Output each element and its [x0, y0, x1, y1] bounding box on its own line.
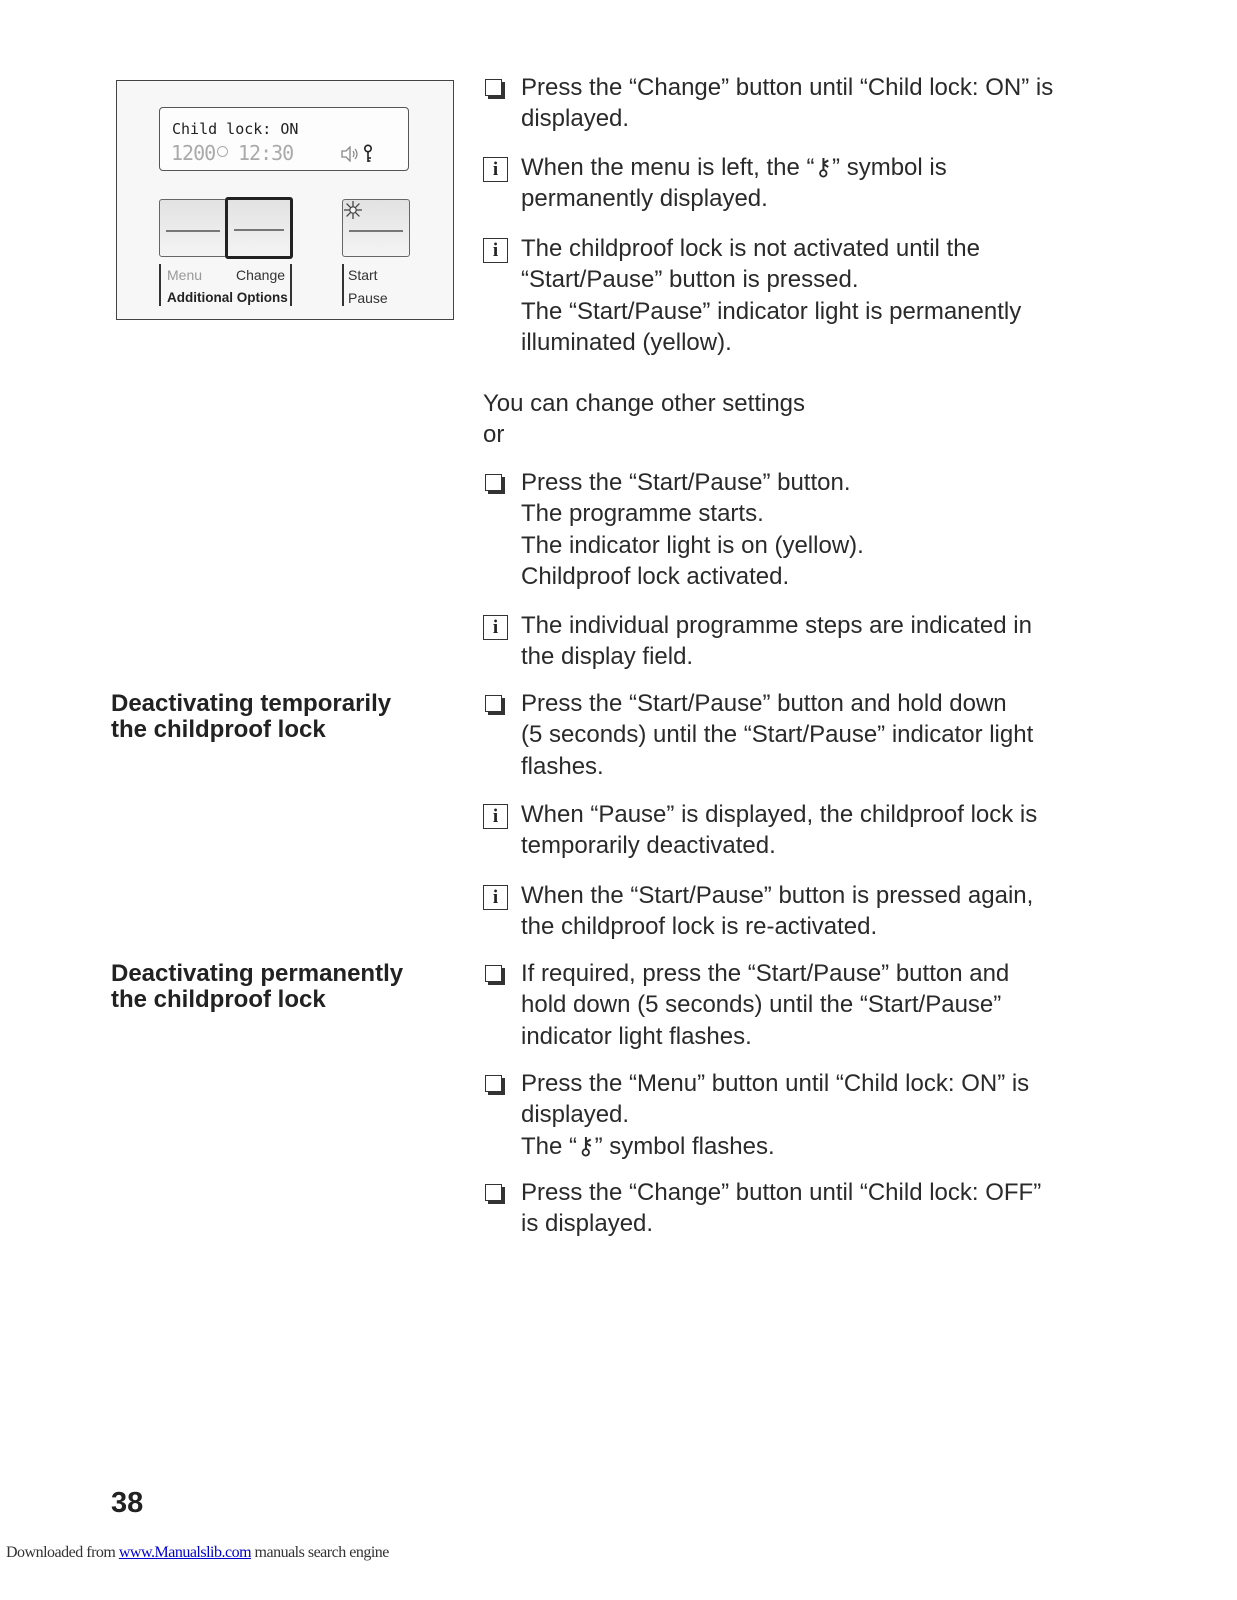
list-item [483, 958, 1123, 1052]
footer-prefix: Downloaded from [6, 1544, 119, 1561]
step-checkbox-icon [485, 1177, 502, 1209]
list-item [483, 1177, 1123, 1240]
display-line-child-lock: Child lock: ON [172, 120, 299, 138]
step-text-line: Press the “Change” button until “Child lock: OFF” [521, 1179, 1042, 1206]
info-text-line: When the “Start/Pause” button is pressed again, [521, 882, 1034, 909]
label-divider [342, 264, 344, 306]
list-item [483, 1068, 1123, 1162]
list-item [483, 880, 1123, 943]
lcd-display [159, 107, 409, 171]
heading-line: Deactivating temporarily [111, 690, 392, 717]
list-item [483, 688, 1123, 782]
step-text-line: Childproof lock activated. [521, 562, 790, 590]
list-item [483, 799, 1123, 862]
section-heading-deactivate-temporarily [111, 691, 391, 743]
info-text-line: temporarily deactivated. [521, 832, 776, 860]
info-text-line: When “Pause” is displayed, the childproof lock is [521, 801, 1038, 828]
pause-label: Pause [348, 290, 388, 306]
paragraph-line: You can change other settings [483, 390, 806, 417]
list-item [483, 152, 1123, 215]
download-footer [6, 1544, 389, 1562]
info-text-line: illuminated (yellow). [521, 328, 732, 356]
step-text-line: is displayed. [521, 1210, 654, 1238]
label-divider [290, 264, 292, 306]
list-item [483, 233, 1123, 358]
paragraph-line: or [483, 421, 505, 449]
menu-button[interactable] [159, 199, 227, 257]
heading-line: Deactivating permanently [111, 960, 404, 987]
heading-line: the childproof lock [111, 716, 326, 743]
step-text-line: Press the “Change” button until “Child lock: ON” is [521, 74, 1054, 101]
manualslib-link[interactable]: www.Manualslib.com [118, 1544, 252, 1561]
info-text-line: When the menu is left, the “⚷” symbol is [521, 154, 947, 181]
start-pause-star-icon [342, 199, 364, 221]
step-text-line: The programme starts. [521, 500, 764, 528]
info-text-line: “Start/Pause” button is pressed. [521, 266, 859, 294]
step-checkbox-icon [485, 958, 502, 990]
step-text-line: displayed. [521, 1101, 630, 1129]
paragraph [483, 388, 805, 451]
label-divider [159, 264, 161, 306]
display-time: 12:30 [238, 141, 294, 165]
step-checkbox-icon [485, 1068, 502, 1100]
list-item [483, 610, 1123, 673]
list-item [483, 467, 1123, 592]
start-label: Start [348, 267, 378, 283]
info-text-line: permanently displayed. [521, 185, 768, 213]
control-panel-illustration [116, 80, 454, 320]
step-text-line: Press the “Start/Pause” button. [521, 469, 851, 496]
additional-options-label: Additional Options [167, 290, 288, 305]
list-item [483, 72, 1123, 135]
step-text-line: hold down (5 seconds) until the “Start/Pause” [521, 991, 1002, 1019]
step-text-line: The indicator light is on (yellow). [521, 531, 864, 559]
speaker-icon [340, 146, 360, 162]
step-text-line: The “⚷” symbol flashes. [521, 1132, 775, 1160]
step-text-line: Press the “Start/Pause” button and hold down [521, 690, 1007, 717]
info-text-line: The childproof lock is not activated until the [521, 235, 980, 262]
info-icon: i [483, 799, 508, 830]
step-text-line: displayed. [521, 105, 630, 133]
info-text-line: The “Start/Pause” indicator light is permanently [521, 297, 1022, 325]
step-text-line: Press the “Menu” button until “Child lock: ON” is [521, 1070, 1030, 1097]
info-text-line: the display field. [521, 643, 694, 671]
info-text-line: The individual programme steps are indicated in [521, 612, 1032, 639]
step-checkbox-icon [485, 72, 502, 104]
step-text-line: indicator light flashes. [521, 1022, 752, 1050]
step-checkbox-icon [485, 688, 502, 720]
section-heading-deactivate-permanently [111, 961, 403, 1013]
page-number: 38 [111, 1487, 144, 1519]
rpm-icon [217, 146, 228, 157]
step-text-line: If required, press the “Start/Pause” button and [521, 960, 1010, 987]
info-text-line: the childproof lock is re-activated. [521, 913, 878, 941]
step-text-line: flashes. [521, 752, 604, 780]
info-icon: i [483, 233, 508, 264]
change-label: Change [236, 267, 286, 283]
change-button[interactable] [225, 197, 293, 259]
key-icon [362, 144, 374, 164]
info-icon: i [483, 152, 508, 183]
heading-line: the childproof lock [111, 986, 326, 1013]
step-checkbox-icon [485, 467, 502, 499]
footer-suffix: manuals search engine [251, 1544, 389, 1561]
display-spin-speed: 1200 [171, 141, 216, 165]
step-text-line: (5 seconds) until the “Start/Pause” indicator light [521, 721, 1034, 749]
menu-label: Menu [167, 267, 203, 283]
info-icon: i [483, 880, 508, 911]
info-icon: i [483, 610, 508, 641]
start-pause-button[interactable] [342, 199, 410, 257]
